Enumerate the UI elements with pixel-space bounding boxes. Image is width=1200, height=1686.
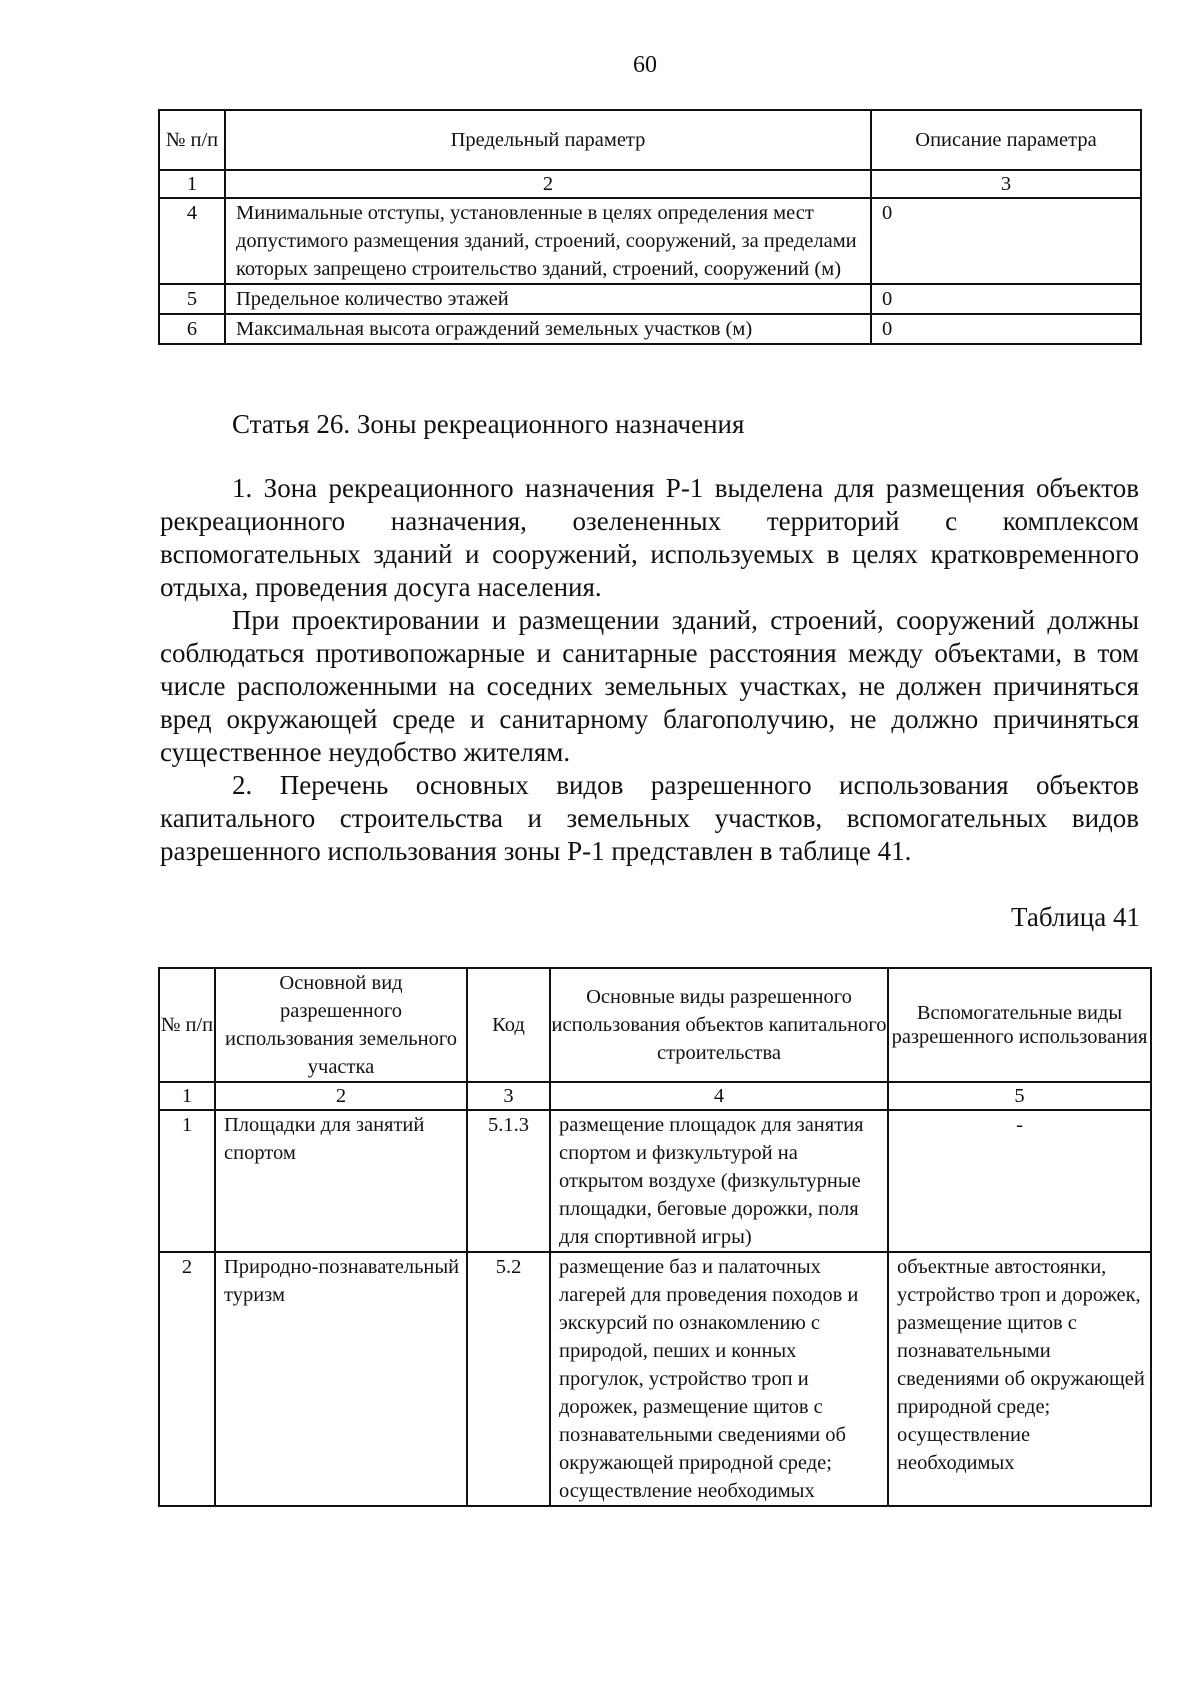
table-row	[159, 1110, 1151, 1252]
row-code: 5.1.3	[467, 1110, 550, 1252]
table-header-row	[159, 968, 1151, 1082]
header-main-uses: Основные виды разрешенного использования объектов капитального строительства	[550, 968, 888, 1082]
table-header-row	[159, 110, 1141, 170]
index-cell: 5	[888, 1082, 1151, 1110]
paragraph	[160, 769, 1139, 868]
header-aux-uses: Вспомогательные виды разрешенного использования	[888, 968, 1151, 1082]
row-code: 5.2	[467, 1252, 550, 1506]
column-index-row	[159, 1082, 1151, 1110]
index-cell: 1	[159, 1082, 215, 1110]
paragraph-text: При проектировании и размещении зданий, строений, сооружений должны соблюдаться противопожарные и санитарные расстояния между объектами, в том числе расположенными на соседних земельных участках, не должен причиняться вред окружающей среде и санитарному благополучию, не должно причиняться существенное неудобство жителям.	[160, 605, 1139, 767]
row-land-use: Площадки для занятий спортом	[215, 1110, 467, 1252]
header-num: № п/п	[159, 968, 215, 1082]
row-param: Минимальные отступы, установленные в целях определения мест допустимого размещения зданий, строений, сооружений, за пределами которых запрещено строительство зданий, строений, сооружений (м)	[225, 198, 871, 284]
paragraph-text: 2. Перечень основных видов разрешенного использования объектов капитального строительства и земельных участков, вспомогательных видов разрешенного использования зоны Р-1 представлен в таблице 41.	[160, 770, 1139, 866]
land-use-table	[158, 967, 1152, 1507]
index-cell: 3	[871, 170, 1141, 198]
row-param: Максимальная высота ограждений земельных участков (м)	[225, 314, 871, 344]
row-value: 0	[871, 284, 1141, 314]
row-value: 0	[871, 198, 1141, 284]
header-desc: Описание параметра	[871, 110, 1141, 170]
parameters-table	[158, 109, 1142, 345]
index-cell: 4	[550, 1082, 888, 1110]
row-param: Предельное количество этажей	[225, 284, 871, 314]
row-aux-uses: объектные автостоянки, устройство троп и дорожек, размещение щитов с познавательными сведениями об окружающей природной среде; осуществление необходимых	[888, 1252, 1151, 1506]
row-main-uses: размещение площадок для занятия спортом и физкультурой на открытом воздухе (физкультурные площадки, беговые дорожки, поля для спортивной игры)	[550, 1110, 888, 1252]
index-cell: 2	[215, 1082, 467, 1110]
header-param: Предельный параметр	[225, 110, 871, 170]
row-num: 2	[159, 1252, 215, 1506]
index-cell: 1	[159, 170, 225, 198]
article-heading: Статья 26. Зоны рекреационного назначения	[232, 409, 745, 439]
page-number: 60	[633, 52, 657, 78]
row-num: 1	[159, 1110, 215, 1252]
row-num: 4	[159, 198, 225, 284]
row-num: 6	[159, 314, 225, 344]
header-num: № п/п	[159, 110, 225, 170]
column-index-row	[159, 170, 1141, 198]
table-row	[159, 314, 1141, 344]
index-cell: 3	[467, 1082, 550, 1110]
row-aux-uses: -	[888, 1110, 1151, 1252]
table-row	[159, 198, 1141, 284]
header-code: Код	[467, 968, 550, 1082]
table-row	[159, 1252, 1151, 1506]
row-value: 0	[871, 314, 1141, 344]
header-land-use: Основной вид разрешенного использования земельного участка	[215, 968, 467, 1082]
table-caption: Таблица 41	[1011, 902, 1140, 932]
row-main-uses: размещение баз и палаточных лагерей для проведения походов и экскурсий по ознакомлению с природой, пеших и конных прогулок, устройство троп и дорожек, размещение щитов с познавательными сведениями об окружающей природной среде; осуществление необходимых	[550, 1252, 888, 1506]
row-num: 5	[159, 284, 225, 314]
paragraph	[160, 604, 1139, 769]
table-row	[159, 284, 1141, 314]
paragraph-text: 1. Зона рекреационного назначения Р-1 выделена для размещения объектов рекреационного назначения, озелененных территорий с комплексом вспомогательных зданий и сооружений, используемых в целях кратковременного отдыха, проведения досуга населения.	[160, 473, 1139, 602]
row-land-use: Природно-познавательный туризм	[215, 1252, 467, 1506]
index-cell: 2	[225, 170, 871, 198]
paragraph	[160, 472, 1139, 604]
